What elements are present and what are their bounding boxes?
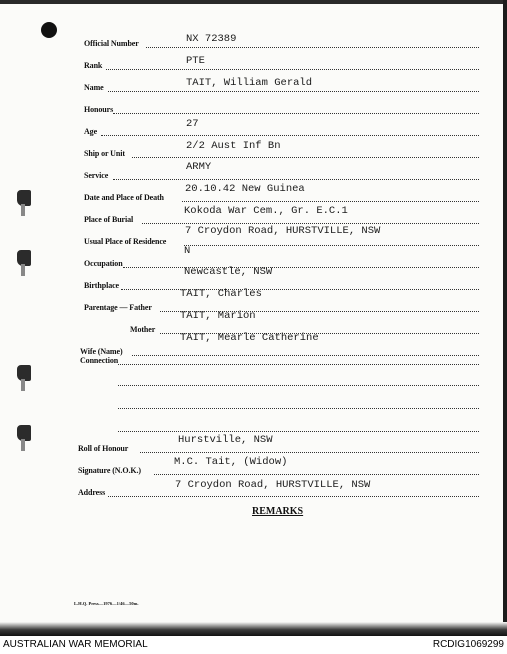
official-number-value: NX 72389	[186, 33, 237, 45]
birthplace-label: Birthplace	[84, 281, 119, 290]
field-line	[140, 452, 479, 453]
official-number-row	[0, 35, 507, 51]
service-row	[0, 161, 507, 183]
field-line	[106, 69, 479, 70]
occupation-value: N	[184, 245, 191, 257]
field-line	[154, 474, 479, 475]
honours-label: Honours	[84, 105, 114, 114]
binder-clip-mark	[17, 425, 31, 441]
signature-value: M.C. Tait, (Widow)	[174, 456, 288, 468]
date-place-death-value: 20.10.42 New Guinea	[185, 183, 305, 195]
address-row	[0, 479, 507, 500]
service-label: Service	[84, 171, 109, 180]
field-line	[113, 113, 479, 114]
connection-line	[118, 431, 479, 432]
field-line	[184, 245, 479, 246]
connection-line	[118, 385, 479, 386]
footer-institution: AUSTRALIAN WAR MEMORIAL	[3, 639, 148, 650]
age-row	[0, 118, 507, 139]
roll-of-honour-value: Hurstville, NSW	[178, 434, 273, 446]
usual-residence-label: Usual Place of Residence	[84, 237, 167, 246]
place-of-burial-value: Kokoda War Cem., Gr. E.C.1	[184, 205, 348, 217]
field-line	[142, 223, 479, 224]
scan-edge-top	[0, 0, 507, 4]
ship-or-unit-label: Ship or Unit	[84, 149, 125, 158]
name-row	[0, 79, 507, 95]
signature-row	[0, 456, 507, 478]
field-line	[113, 179, 479, 180]
scan-edge-bottom	[0, 622, 507, 636]
ship-or-unit-value: 2/2 Aust Inf Bn	[186, 140, 281, 152]
wife-value: TAIT, Mearle Catherine	[180, 332, 319, 344]
field-line	[182, 201, 479, 202]
footer-record-id: RCDIG1069299	[432, 639, 504, 650]
date-place-death-row	[0, 183, 507, 205]
field-line	[121, 289, 479, 290]
rank-value: PTE	[186, 55, 205, 67]
rank-row	[0, 57, 507, 73]
usual-residence-value: 7 Croydon Road, HURSTVILLE, NSW	[185, 225, 381, 237]
signature-label: Signature (N.O.K.)	[78, 466, 141, 475]
place-of-burial-label: Place of Burial	[84, 215, 134, 224]
rank-label: Rank	[84, 61, 103, 70]
date-place-death-label: Date and Place of Death	[84, 193, 164, 202]
occupation-label: Occupation	[84, 259, 123, 268]
age-label: Age	[84, 127, 98, 136]
field-line	[123, 267, 479, 268]
mother-label: Mother	[130, 325, 156, 334]
field-line	[108, 496, 479, 497]
archive-footer	[0, 636, 507, 654]
connection-row	[0, 356, 507, 381]
age-value: 27	[186, 118, 199, 130]
roll-of-honour-label: Roll of Honour	[78, 444, 129, 453]
address-label: Address	[78, 488, 106, 497]
mother-value: TAIT, Marion	[180, 310, 256, 322]
service-value: ARMY	[186, 161, 212, 173]
field-line	[108, 91, 479, 92]
field-line	[132, 355, 479, 356]
honours-row	[0, 101, 507, 117]
birthplace-value: Newcastle, NSW	[184, 266, 273, 278]
wife-row	[0, 332, 507, 359]
print-reference: L.H.Q. Press—1976—1/46—50m.	[74, 601, 139, 606]
remarks-heading: REMARKS	[252, 506, 304, 517]
address-value: 7 Croydon Road, HURSTVILLE, NSW	[175, 479, 371, 491]
scan-edge-right	[503, 0, 507, 636]
wife-label: Wife (Name)	[80, 347, 123, 356]
field-line	[132, 157, 479, 158]
field-line	[101, 135, 479, 136]
father-label: Parentage — Father	[84, 303, 152, 312]
usual-residence-row	[0, 225, 507, 249]
name-value: TAIT, William Gerald	[186, 77, 313, 89]
name-label: Name	[84, 83, 104, 92]
official-number-label: Official Number	[84, 39, 139, 48]
ship-or-unit-row	[0, 140, 507, 161]
field-line	[118, 364, 479, 365]
father-value: TAIT, Charles	[180, 288, 262, 300]
connection-line	[118, 408, 479, 409]
field-line	[146, 47, 479, 48]
roll-of-honour-row	[0, 434, 507, 456]
connection-label: Connection	[80, 356, 119, 365]
